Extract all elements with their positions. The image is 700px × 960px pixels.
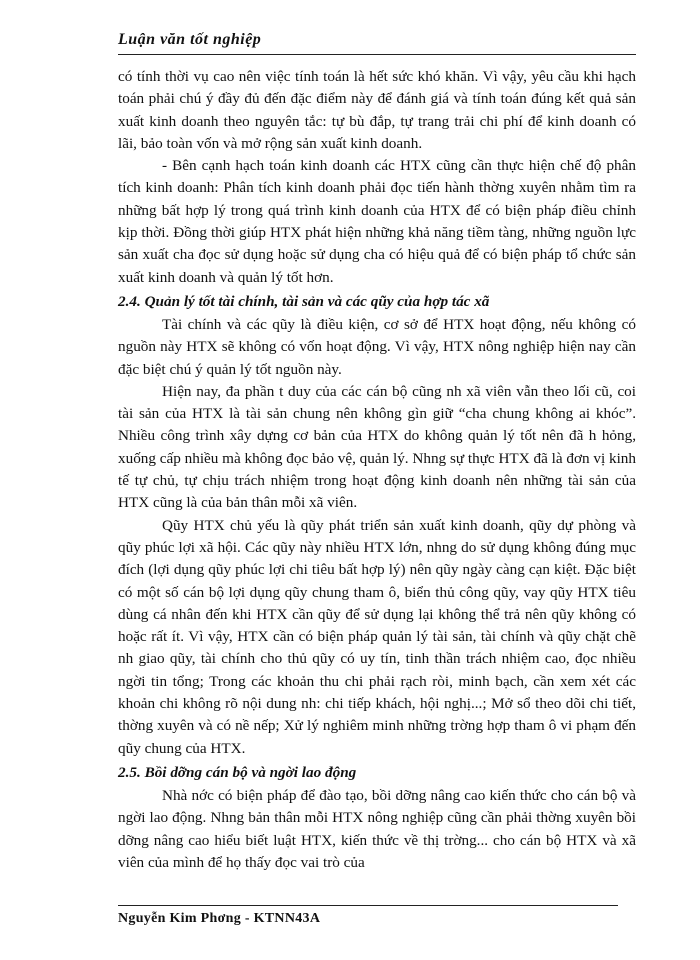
page-header — [118, 30, 636, 50]
paragraph: Nhà nớc có biện pháp để đào tạo, bồi dỡng nâng cao kiến thức cho cán bộ và ngời lao động. Nhng bản thân mỗi HTX nông nghiệp cũng cần phải thờng xuyên bồi dỡng nâng cao hiểu biết luật HTX, kiến thức về thị trờng... cho cán bộ HTX và xã viên của mình để họ thấy đọc vai trò của — [118, 786, 636, 871]
paragraph: - Bên cạnh hạch toán kinh doanh các HTX cũng cần thực hiện chế độ phân tích kinh doanh: Phân tích kinh doanh phải đọc tiến hành thờng xuyên nhằm tìm ra những bất hợp lý trong quá trình kinh doanh của HTX để có biện pháp điều chỉnh kịp thời. Đồng thời giúp HTX phát hiện những khả năng tiềm tàng, những nguồn lực sản xuất cha đọc sử dụng hoặc sử dụng cha có hiệu quả để có biện pháp tổ chức sản xuất kinh doanh và quản lý tốt hơn. — [118, 157, 636, 286]
header-title: Luận văn tốt nghiệp — [118, 31, 262, 48]
section-heading-2-4: 2.4. Quản lý tốt tài chính, tài sản và các qũy của hợp tác xã — [118, 292, 490, 310]
footer-divider — [118, 905, 618, 906]
paragraph: Tài chính và các qũy là điều kiện, cơ sở để HTX hoạt động, nếu không có nguồn này HTX sẽ không có vốn hoạt động. Vì vậy, HTX nông nghiệp hiện nay cần đặc biệt chú ý quản lý tốt nguồn này. — [118, 315, 636, 378]
paragraph: Qũy HTX chủ yếu là qũy phát triển sản xuất kinh doanh, qũy dự phòng và qũy phúc lợi xã hội. Các qũy này nhiều HTX lớn, nhng do sử dụng không đúng mục đích (lợi dụng qũy phúc lợi chi tiêu bất hợp lý) nên qũy ngày càng cạn kiệt. Đặc biệt có một số cán bộ lợi dụng qũy chung tham ô, biển thủ công qũy, vay qũy HTX tiêu dùng cá nhân đến khi HTX cần qũy để sử dụng lại không thể trả nên qũy không có hoặc rất ít. Vì vậy, HTX cần có biện pháp quản lý tài sản, tài chính và qũy chặt chẽ nh giao qũy, tài chính cho thủ qũy có uy tín, tinh thần trách nhiệm cao, đọc nhiều ngời tin tổng; Trong các khoản thu chi phải rạch ròi, minh bạch, cần xem xét các khoản chi không rõ nội dung nh: chi tiếp khách, hội nghị...; Mở sổ theo dõi chi tiết, thờng xuyên và có nề nếp; Xử lý nghiêm minh những trờng hợp tham ô vi phạm đến qũy chung của HTX. — [118, 516, 636, 757]
page-body — [118, 66, 636, 874]
section-heading-2-5: 2.5. Bồi dỡng cán bộ và ngời lao động — [118, 763, 357, 781]
paragraph: Hiện nay, đa phần t duy của các cán bộ cũng nh xã viên vẫn theo lối cũ, coi tài sản của HTX là tài sản chung nên không gìn giữ “cha chung không ai khóc”. Nhiều công trình xây dựng cơ bản của HTX do không quản lý tốt nên đã h hỏng, xuống cấp nhiều mà không đọc bảo vệ, quản lý. Nhng sự thực HTX đã là đơn vị kinh tế tự chủ, tự chịu trách nhiệm trong hoạt động kinh doanh nên những tài sản của HTX cũng là của bản thân mỗi xã viên. — [118, 382, 636, 512]
header-divider — [118, 54, 636, 55]
page-footer — [118, 905, 618, 928]
footer-author: Nguyễn Kim Phơng - KTNN43A — [118, 911, 321, 926]
paragraph: có tính thời vụ cao nên việc tính toán là hết sức khó khăn. Vì vậy, yêu cầu khi hạch toán phải chú ý đầy đủ đến đặc điểm này để đánh giá và tính toán đúng kết quả sản xuất kinh doanh theo nguyên tắc: tự bù đắp, tự trang trải chi phí để kinh doanh có lãi, bảo toàn vốn và mở rộng sản xuất kinh doanh. — [118, 68, 636, 152]
